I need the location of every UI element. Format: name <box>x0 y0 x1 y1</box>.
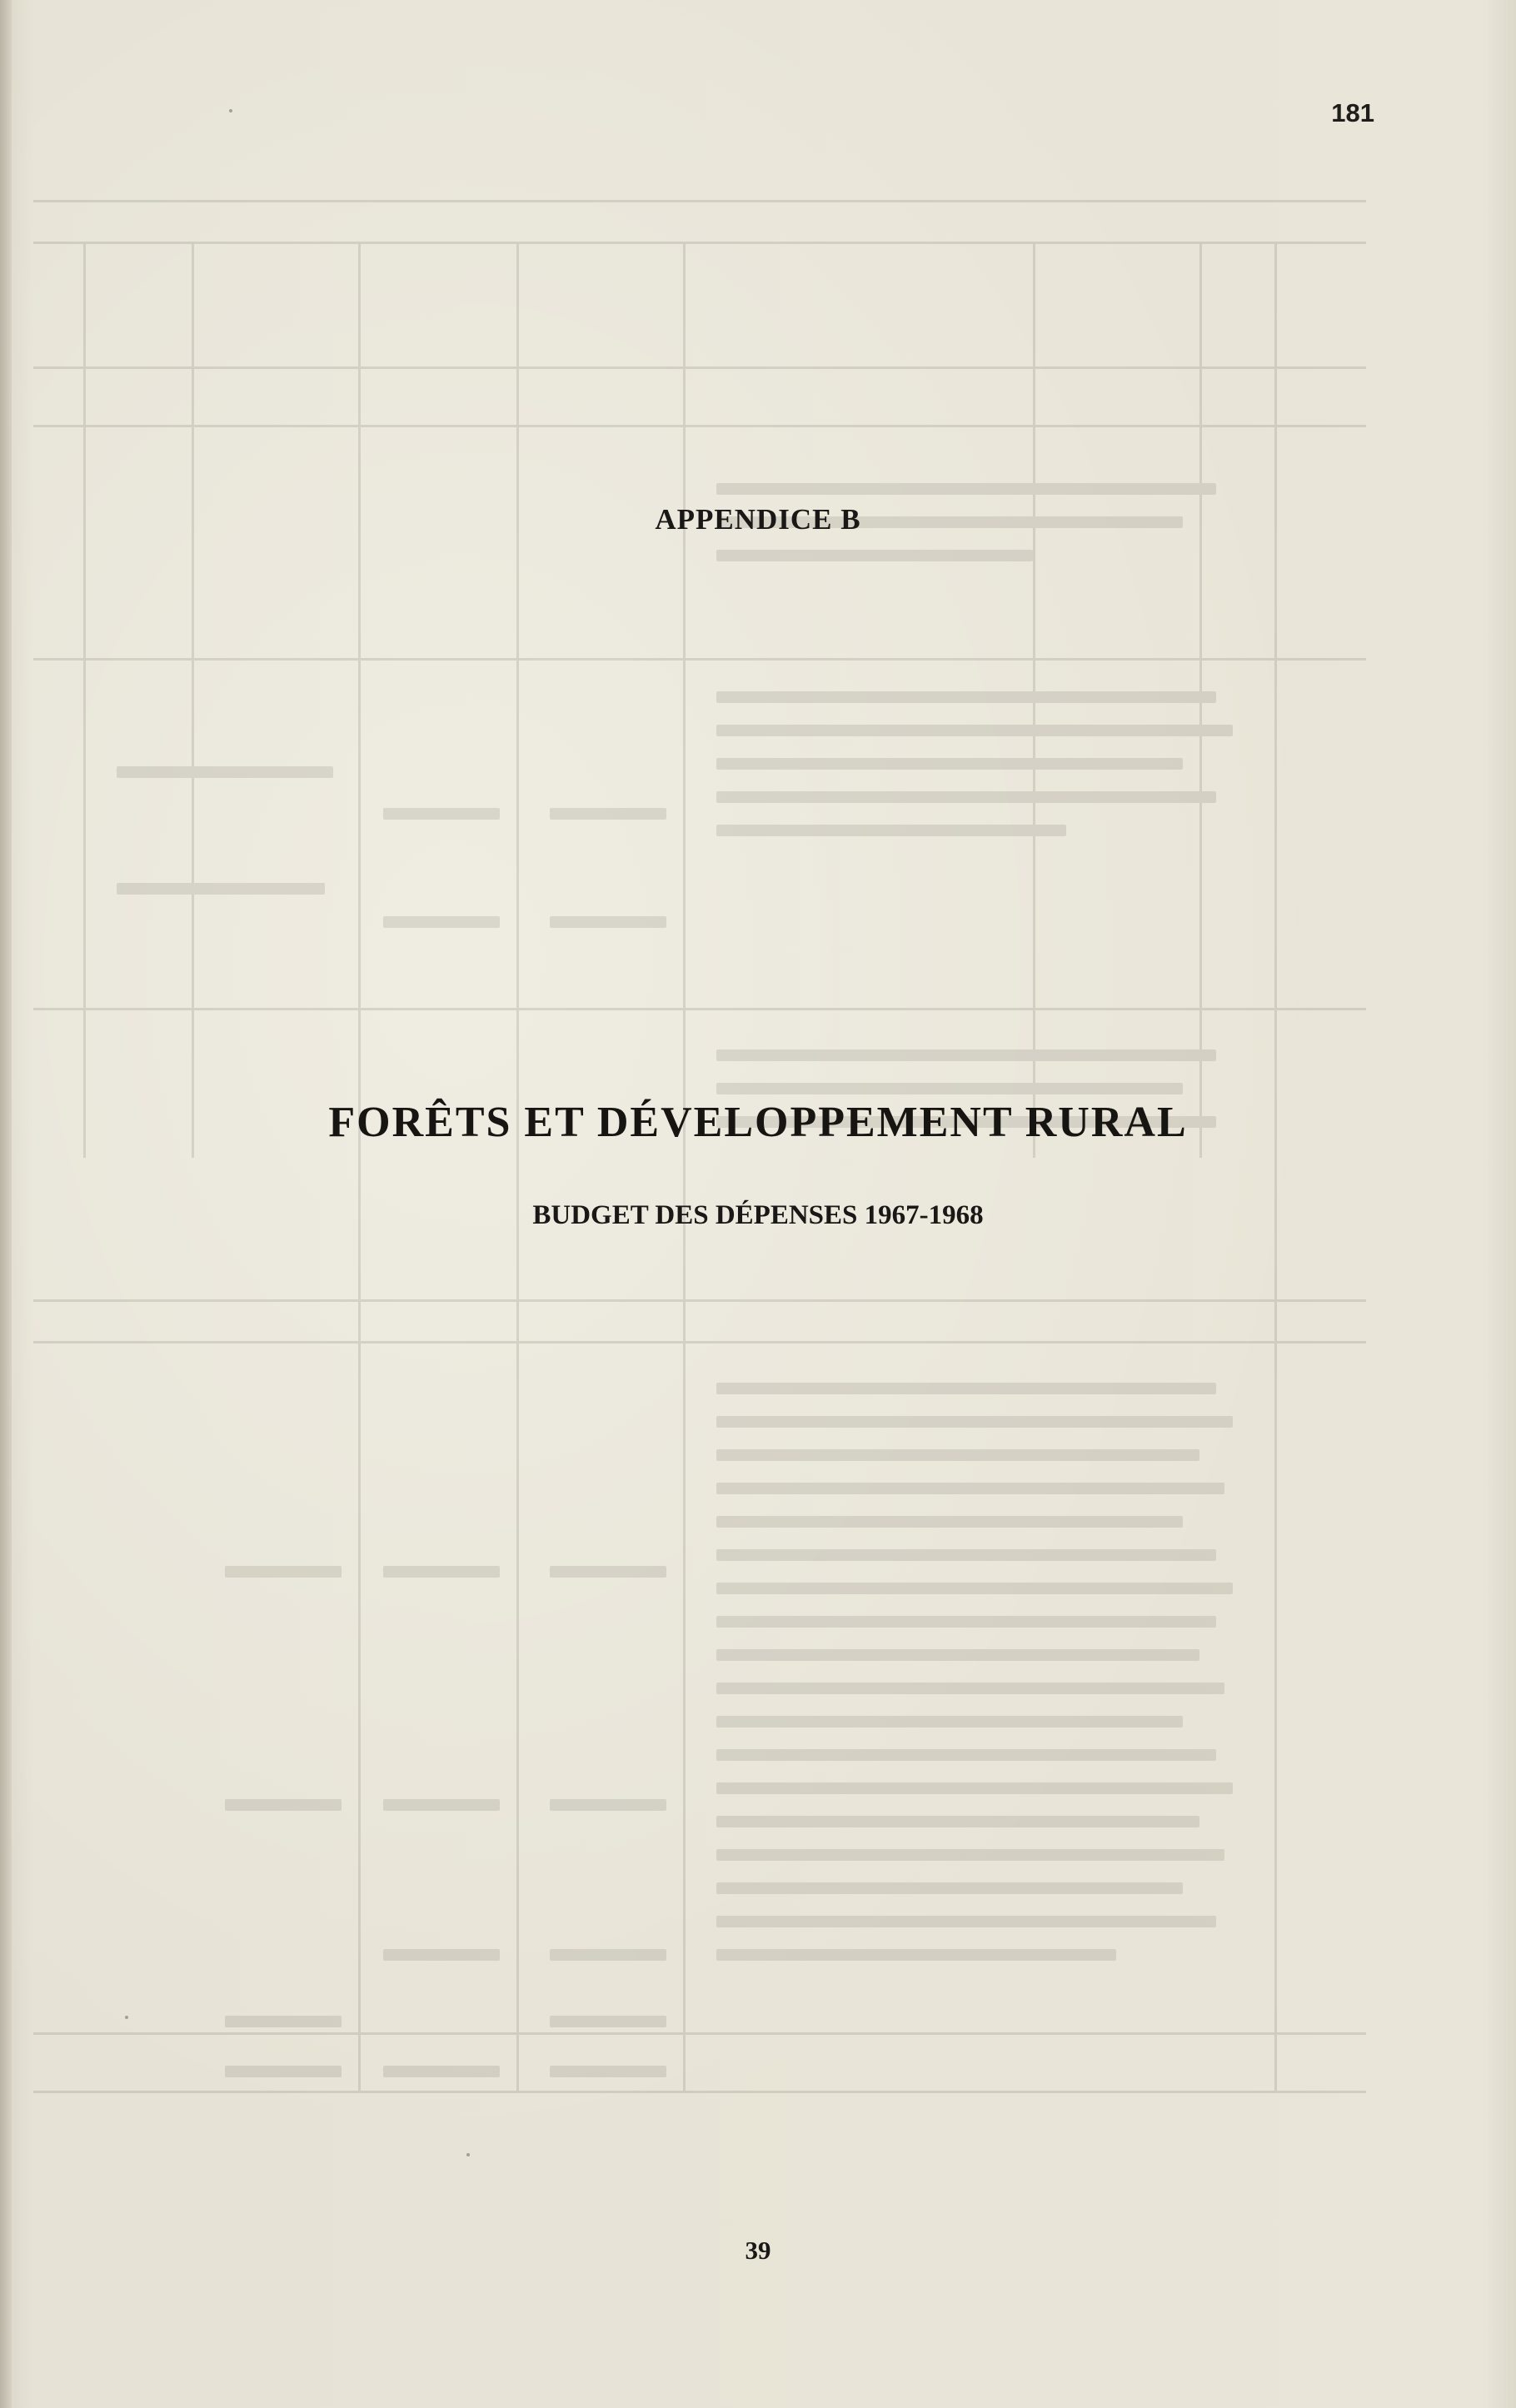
print-speck <box>466 2153 470 2156</box>
page-number: 181 <box>1331 98 1374 127</box>
print-speck <box>125 2016 128 2019</box>
footer-page-number: 39 <box>745 2236 771 2265</box>
appendix-heading: APPENDICE B <box>655 503 861 536</box>
page-title: FORÊTS ET DÉVELOPPEMENT RURAL <box>328 1099 1188 1146</box>
print-speck <box>229 109 232 112</box>
page-subtitle: BUDGET DES DÉPENSES 1967-1968 <box>532 1200 984 1230</box>
